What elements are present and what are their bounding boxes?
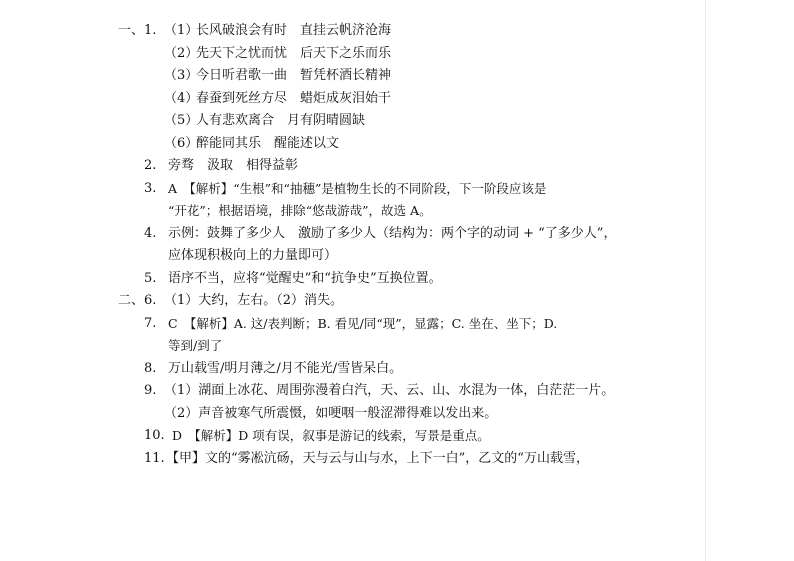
q1-item-5-label: （5） xyxy=(164,113,199,128)
q11-line xyxy=(110,448,670,471)
q4-text-line-2: 应体现积极向上的力量即可） xyxy=(168,248,338,263)
q1-item-5-text: 人有悲欢离合 月有阴晴圆缺 xyxy=(196,113,366,128)
section-one-label: 一、 xyxy=(118,23,145,38)
q1-number: 1. xyxy=(144,23,157,38)
q10-text: D 【解析】D 项有误，叙事是游记的线索，写景是重点。 xyxy=(172,428,490,443)
section-two-label: 二、 xyxy=(118,293,145,308)
q1-item-2-text: 先天下之忧而忧 后天下之乐而乐 xyxy=(196,45,392,61)
page-edge-line xyxy=(705,0,706,561)
q10-line xyxy=(110,425,670,448)
q9-text-line-2: （2）声音被寒气所震慑，如哽咽一般涩滞得难以发出来。 xyxy=(164,405,498,421)
q8-text: 万山载雪/明月薄之/月不能光/雪皆呆白。 xyxy=(168,360,403,376)
q4-text-line-1: 示例：鼓舞了多少人 激励了多少人（结构为：两个字的动词 + “了多少人”， xyxy=(168,225,617,241)
q6-text: （1）大约，左右。（2）消失。 xyxy=(164,293,344,308)
q2-number: 2. xyxy=(144,158,157,173)
q2-text: 旁骛 汲取 相得益彰 xyxy=(168,158,299,173)
q1-line-4 xyxy=(110,88,670,111)
q5-line xyxy=(110,268,670,291)
q3-line-1 xyxy=(110,178,670,201)
q3-text-line-2: “开花”；根据语境，排除“悠哉游哉”，故选 A。 xyxy=(168,203,432,218)
q2-line xyxy=(110,155,670,178)
q11-text: 【甲】文的“雾凇沆砀，天与云与山与水，上下一白”，乙文的“万山载雪， xyxy=(166,450,589,466)
q9-line-1 xyxy=(110,380,670,403)
q1-item-3-text: 今日听君歌一曲 暂凭杯酒长精神 xyxy=(196,68,392,83)
q8-line xyxy=(110,358,670,381)
q5-number: 5. xyxy=(144,270,157,286)
q6-line xyxy=(110,290,670,313)
q3-text-line-1: A 【解析】“生根”和“抽穗”是植物生长的不同阶段，下一阶段应该是 xyxy=(168,180,547,196)
q3-line-2 xyxy=(110,200,670,223)
q4-line-2 xyxy=(110,245,670,268)
q1-line-3 xyxy=(110,65,670,88)
q1-item-3-label: （3） xyxy=(164,68,199,83)
q1-line-2 xyxy=(110,43,670,66)
q7-number: 7. xyxy=(144,315,157,331)
q5-text: 语序不当，应将“觉醒史”和“抗争史”互换位置。 xyxy=(168,270,442,286)
q1-item-6-text: 醉能同其乐 醒能述以文 xyxy=(196,135,340,151)
q9-number: 9. xyxy=(144,383,157,398)
q10-number: 10. xyxy=(144,428,165,443)
answer-key-content xyxy=(110,20,670,470)
q1-line-5 xyxy=(110,110,670,133)
q1-line-1 xyxy=(110,20,670,43)
q7-text-line-2: 等到/到了 xyxy=(168,338,223,353)
q4-line-1 xyxy=(110,223,670,246)
q6-number: 6. xyxy=(144,293,157,308)
q9-line-2 xyxy=(110,403,670,426)
q8-number: 8. xyxy=(144,360,157,376)
q9-text-line-1: （1）湖面上冰花、周围弥漫着白汽，天、云、山、水混为一体，白茫茫一片。 xyxy=(164,383,615,398)
q1-item-4-label: （4） xyxy=(164,90,199,106)
q7-text-line-1: C 【解析】A. 这/表判断；B. 看见/同“现”，显露；C. 坐在、坐下；D. xyxy=(168,315,558,331)
q1-item-2-label: （2） xyxy=(164,45,199,61)
q7-line-2 xyxy=(110,335,670,358)
q1-item-1-label: （1） xyxy=(164,23,199,38)
q1-item-1-text: 长风破浪会有时 直挂云帆济沧海 xyxy=(196,23,392,38)
q1-line-6 xyxy=(110,133,670,156)
q11-number: 11. xyxy=(144,450,165,466)
q1-item-6-label: （6） xyxy=(164,135,199,151)
q3-number: 3. xyxy=(144,180,157,196)
q7-line-1 xyxy=(110,313,670,336)
q4-number: 4. xyxy=(144,225,157,241)
q1-item-4-text: 春蚕到死丝方尽 蜡炬成灰泪始干 xyxy=(196,90,392,106)
